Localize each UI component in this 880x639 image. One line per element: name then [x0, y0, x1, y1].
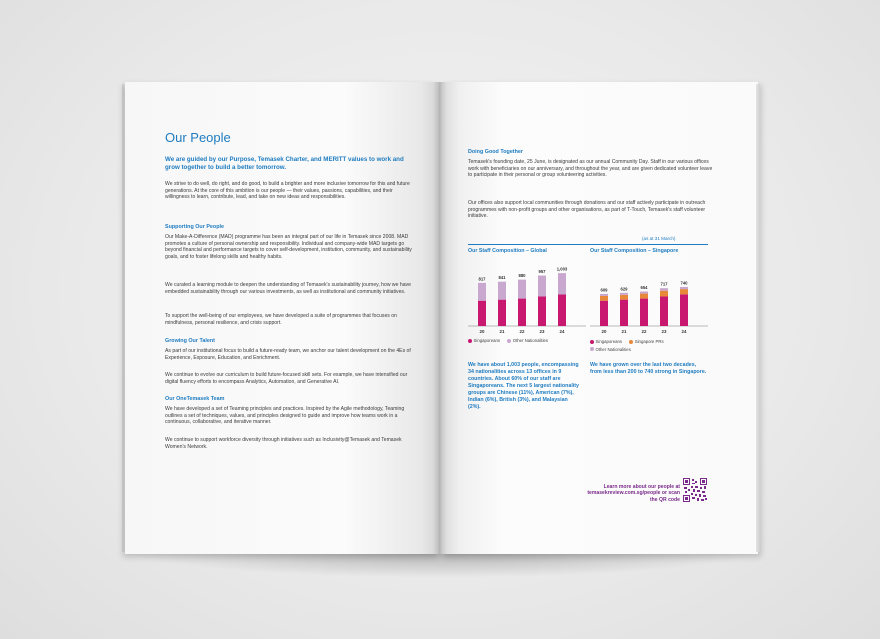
chart-singapore-title: Our Staff Composition – Singapore [590, 248, 679, 254]
promo-text: Learn more about our people at temasekreview.com.sg/people or scan the QR code [587, 484, 680, 503]
singapore-note: We have grown over the last two decades, from less than 200 to 740 strong in Singapore. [590, 362, 707, 375]
onetemasek-paragraph-1: We have developed a set of Teaming principles and practices. Inspired by the Agile methodology, Teaming outlines a set of techniques, values, and principles designed to guide and improve how teams work in a continuous, collaborative, and iterative manner. [165, 406, 405, 426]
legend-global [468, 338, 554, 343]
legend-dot-sg-other [590, 347, 594, 351]
x-tick-label: 22 [641, 329, 647, 334]
doing-good-paragraph-2: Our offices also support local communities through donations and our staff actively participate in outreach programmes with non-profit groups and other organisations, as part of T-Touch, Temasek's staff volunteer initiative. [468, 200, 706, 220]
legend-label-sg-prs: Singapore PRs [634, 339, 664, 345]
bar-total-label: 609 [600, 287, 608, 293]
chart-global-title: Our Staff Composition – Global [468, 248, 547, 254]
bar-other-nationalities-21 [620, 293, 628, 295]
legend-label-sg-singaporeans: Singaporeans [595, 339, 623, 345]
x-tick-label: 22 [519, 329, 525, 334]
legend-label-sg-other: Other Nationalities [595, 346, 631, 352]
bar-total-label: 717 [660, 281, 668, 287]
legend-dot-other [507, 339, 511, 343]
x-tick-label: 21 [499, 329, 505, 334]
bar-total-label: 654 [640, 285, 648, 291]
x-tick-label: 20 [479, 329, 485, 334]
bar-singapore-prs-21 [620, 295, 628, 300]
bar-singaporeans-22 [518, 299, 526, 326]
bar-singaporeans-23 [660, 296, 668, 326]
page-title: Our People [165, 130, 231, 145]
legend-dot-sg-singaporeans [590, 340, 594, 344]
bar-singapore-prs-22 [640, 294, 648, 299]
section-heading-talent: Growing Our Talent [165, 338, 215, 344]
section-heading-supporting: Supporting Our People [165, 224, 224, 230]
bar-total-label: 880 [518, 273, 526, 279]
supporting-paragraph-1: Our Make-A-Difference (MAD) programme has been an integral part of our life in Temasek since 2008. MAD promotes a culture of personal ownership and responsibility. Individual and company-wide MAD targets go beyond financial and performance targets to cover self-development, institution, community, and sustainability goals, and to foster lifelong skills and healthy habits. [165, 234, 412, 260]
bar-singaporeans-22 [640, 299, 648, 326]
bar-other-nationalities-23 [660, 288, 668, 290]
legend-dot-sg-prs [629, 340, 633, 344]
as-at-date: (as at 31 March) [642, 236, 676, 241]
legend-singapore [590, 338, 670, 353]
bar-singaporeans-24 [680, 294, 688, 326]
bar-singapore-prs-23 [660, 291, 668, 297]
doing-good-heading: Doing Good Together [468, 149, 523, 155]
bar-other-nationalities-20 [478, 283, 486, 301]
x-tick-label: 23 [661, 329, 667, 334]
lead-text: We are guided by our Purpose, Temasek Charter, and MERITT values to work and grow together to build a better tomorrow. [165, 156, 404, 171]
onetemasek-paragraph-2: We continue to support workforce diversity through initiatives such as Inclusivity@Temasek and Temasek Women's Network. [165, 437, 402, 450]
bar-singaporeans-21 [620, 300, 628, 326]
bar-other-nationalities-20 [600, 294, 608, 296]
bar-other-nationalities-24 [558, 273, 566, 294]
bar-other-nationalities-24 [680, 287, 688, 289]
talent-paragraph-2: We continue to evolve our curriculum to build future-focused skill sets. For example, we have intensified our digital fluency efforts to encompass Analytics, Automation, and Generative AI. [165, 372, 408, 385]
bar-singaporeans-23 [538, 296, 546, 326]
bar-total-label: 817 [478, 276, 486, 282]
x-tick-label: 20 [601, 329, 607, 334]
chart-top-rule [468, 244, 708, 245]
legend-label-other: Other Nationalities [512, 338, 549, 344]
bar-singaporeans-21 [498, 300, 506, 326]
chart-global [468, 258, 586, 338]
bar-total-label: 740 [680, 280, 688, 286]
section-heading-onetemasek: Our OneTemasek Team [165, 396, 225, 402]
bar-total-label: 629 [620, 286, 628, 292]
supporting-paragraph-2: We curated a learning module to deepen the understanding of Temasek's sustainability journey, how we have embedded sustainability through our various investments, as well as institutional and community initiatives. [165, 282, 411, 295]
legend-label-singaporeans: Singaporeans [473, 338, 501, 344]
x-tick-label: 23 [539, 329, 545, 334]
chart-singapore [590, 258, 708, 338]
bar-total-label: 841 [498, 275, 506, 281]
bar-other-nationalities-23 [538, 276, 546, 297]
x-tick-label: 24 [681, 329, 687, 334]
x-tick-label: 21 [621, 329, 627, 334]
x-tick-label: 24 [559, 329, 565, 334]
bar-singapore-prs-20 [600, 296, 608, 301]
legend-dot-singaporeans [468, 339, 472, 343]
bar-singaporeans-20 [478, 301, 486, 326]
bar-singapore-prs-24 [680, 289, 688, 294]
intro-paragraph: We strive to do well, do right, and do good, to build a brighter and more inclusive tomorrow for this and future generations. At the core of this ambition is our people — their values, passions, capabilities, and their willingness to learn, contribute, lead, and take on new ideas and responsibilities. [165, 181, 410, 201]
doing-good-paragraph-1: Temasek's founding date, 25 June, is designated as our annual Community Day. Staff in our various offices work with beneficiaries on our anniversary, and throughout the year, and are given dedicated volunteer leave to participate in their personal or group volunteering activities. [468, 159, 713, 179]
bar-total-label: 1,003 [556, 266, 568, 272]
qr-code-icon[interactable] [683, 478, 707, 502]
page-edge-right [756, 84, 760, 552]
bar-other-nationalities-22 [518, 280, 526, 299]
supporting-paragraph-3: To support the well-being of our employees, we have developed a suite of programmes that focuses on mindfulness, personal resilience, and crisis support. [165, 313, 397, 326]
bar-singaporeans-20 [600, 301, 608, 326]
global-note: We have about 1,003 people, encompassing 34 nationalities across 13 offices in 9 countries. About 60% of our staff are Singaporeans. The next 5 largest nationality groups are Chinese (11%), American (7%), Indian (6%), British (3%), and Malaysian (2%). [468, 362, 579, 410]
book-spine [433, 82, 447, 554]
bar-total-label: 957 [538, 269, 546, 275]
bar-other-nationalities-21 [498, 282, 506, 300]
bar-singaporeans-24 [558, 294, 566, 326]
talent-paragraph-1: As part of our institutional focus to build a future-ready team, we anchor our talent development on the 4Es of Experience, Exposure, Education, and Enrichment. [165, 348, 411, 361]
bar-other-nationalities-22 [640, 292, 648, 294]
